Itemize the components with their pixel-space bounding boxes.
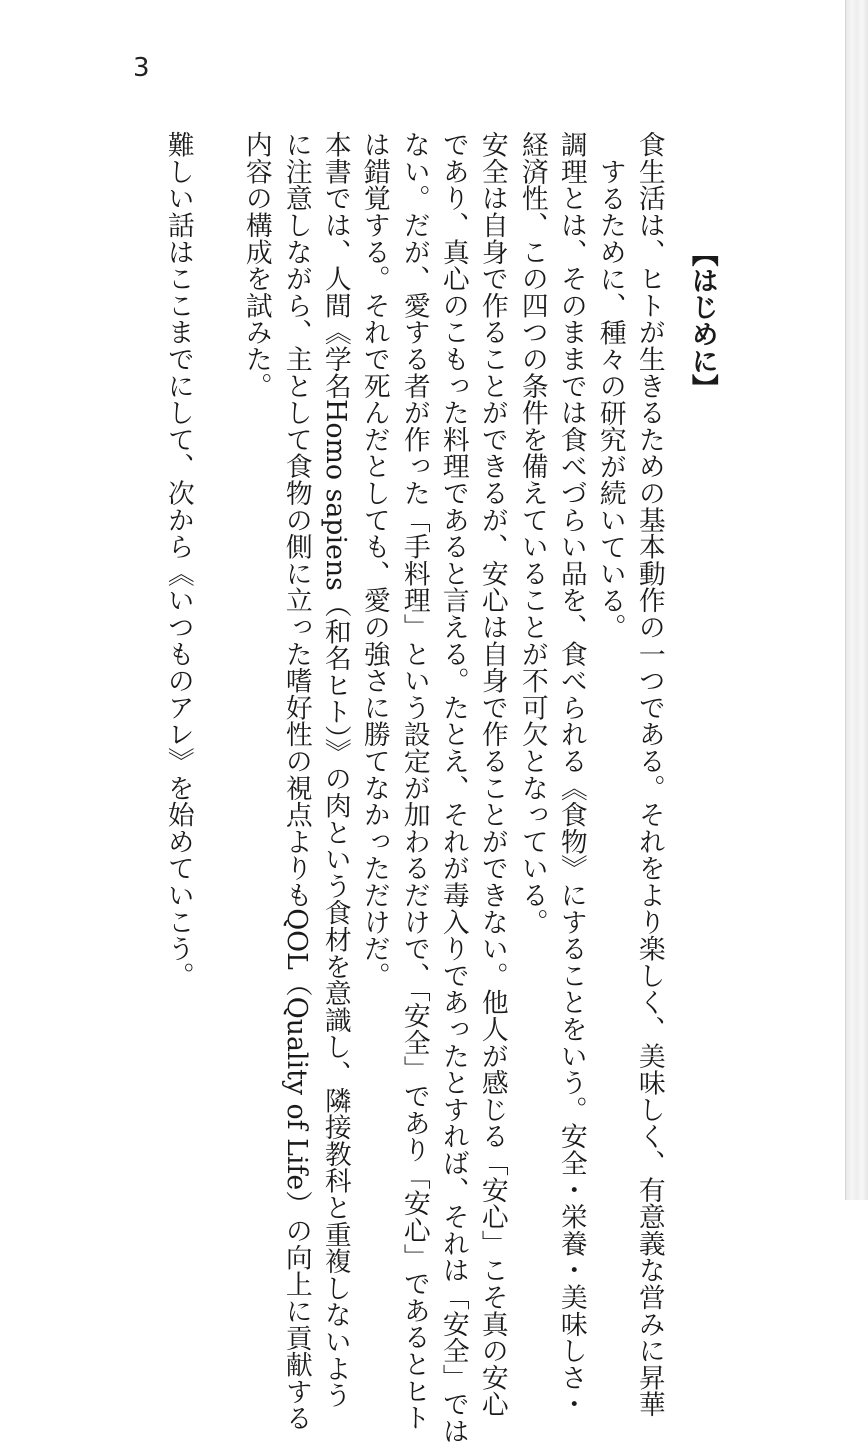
text-line: 経済性、この四つの条件を備えていることが不可欠となっている。 — [516, 131, 548, 935]
text-line: 本書では、人間《学名Homo sapiens（和名ヒト）》の肉という食材を意識し、隣接教科と重複しないよう — [319, 131, 351, 1409]
text-line: ない。だが、愛する者が作った「手料理」という設定が加わるだけで、「安全」であり「安心」であるとヒト — [398, 131, 430, 1431]
text-line: に注意しながら、主として食物の側に立った嗜好性の視点よりもQOL（Quality of Life）の向上に貢献する — [280, 131, 312, 1432]
text-line: 内容の構成を試みた。 — [240, 131, 272, 399]
page-number: 3 — [133, 53, 150, 83]
text-line: 安全は自身で作ることができるが、安心は自身で作ることができない。他人が感じる「安心」こそ真の安心 — [476, 131, 508, 1418]
text-line: 調理とは、そのままでは食べづらい品を、食べられる《食物》にすることをいう。安全・栄養・美味しさ・ — [555, 131, 587, 1418]
page-edge — [845, 0, 868, 1200]
text-line: は錯覚する。それで死んだとしても、愛の強さに勝てなかっただけだ。 — [358, 131, 390, 989]
text-line: 難しい話はここまでにして、次から《いつものアレ》を始めていこう。 — [162, 131, 194, 989]
heading: 【はじめに】 — [686, 240, 718, 401]
text-line: であり、真心のこもった料理であると言える。たとえ、それが毒入りであったとすれば、それは「安全」では — [437, 131, 469, 1444]
text-line: するために、種々の研究が続いている。 — [594, 158, 626, 641]
text-line: 食生活は、ヒトが生きるための基本動作の一つである。それをより楽しく、美味しく、有意義な営みに昇華 — [633, 131, 665, 1418]
